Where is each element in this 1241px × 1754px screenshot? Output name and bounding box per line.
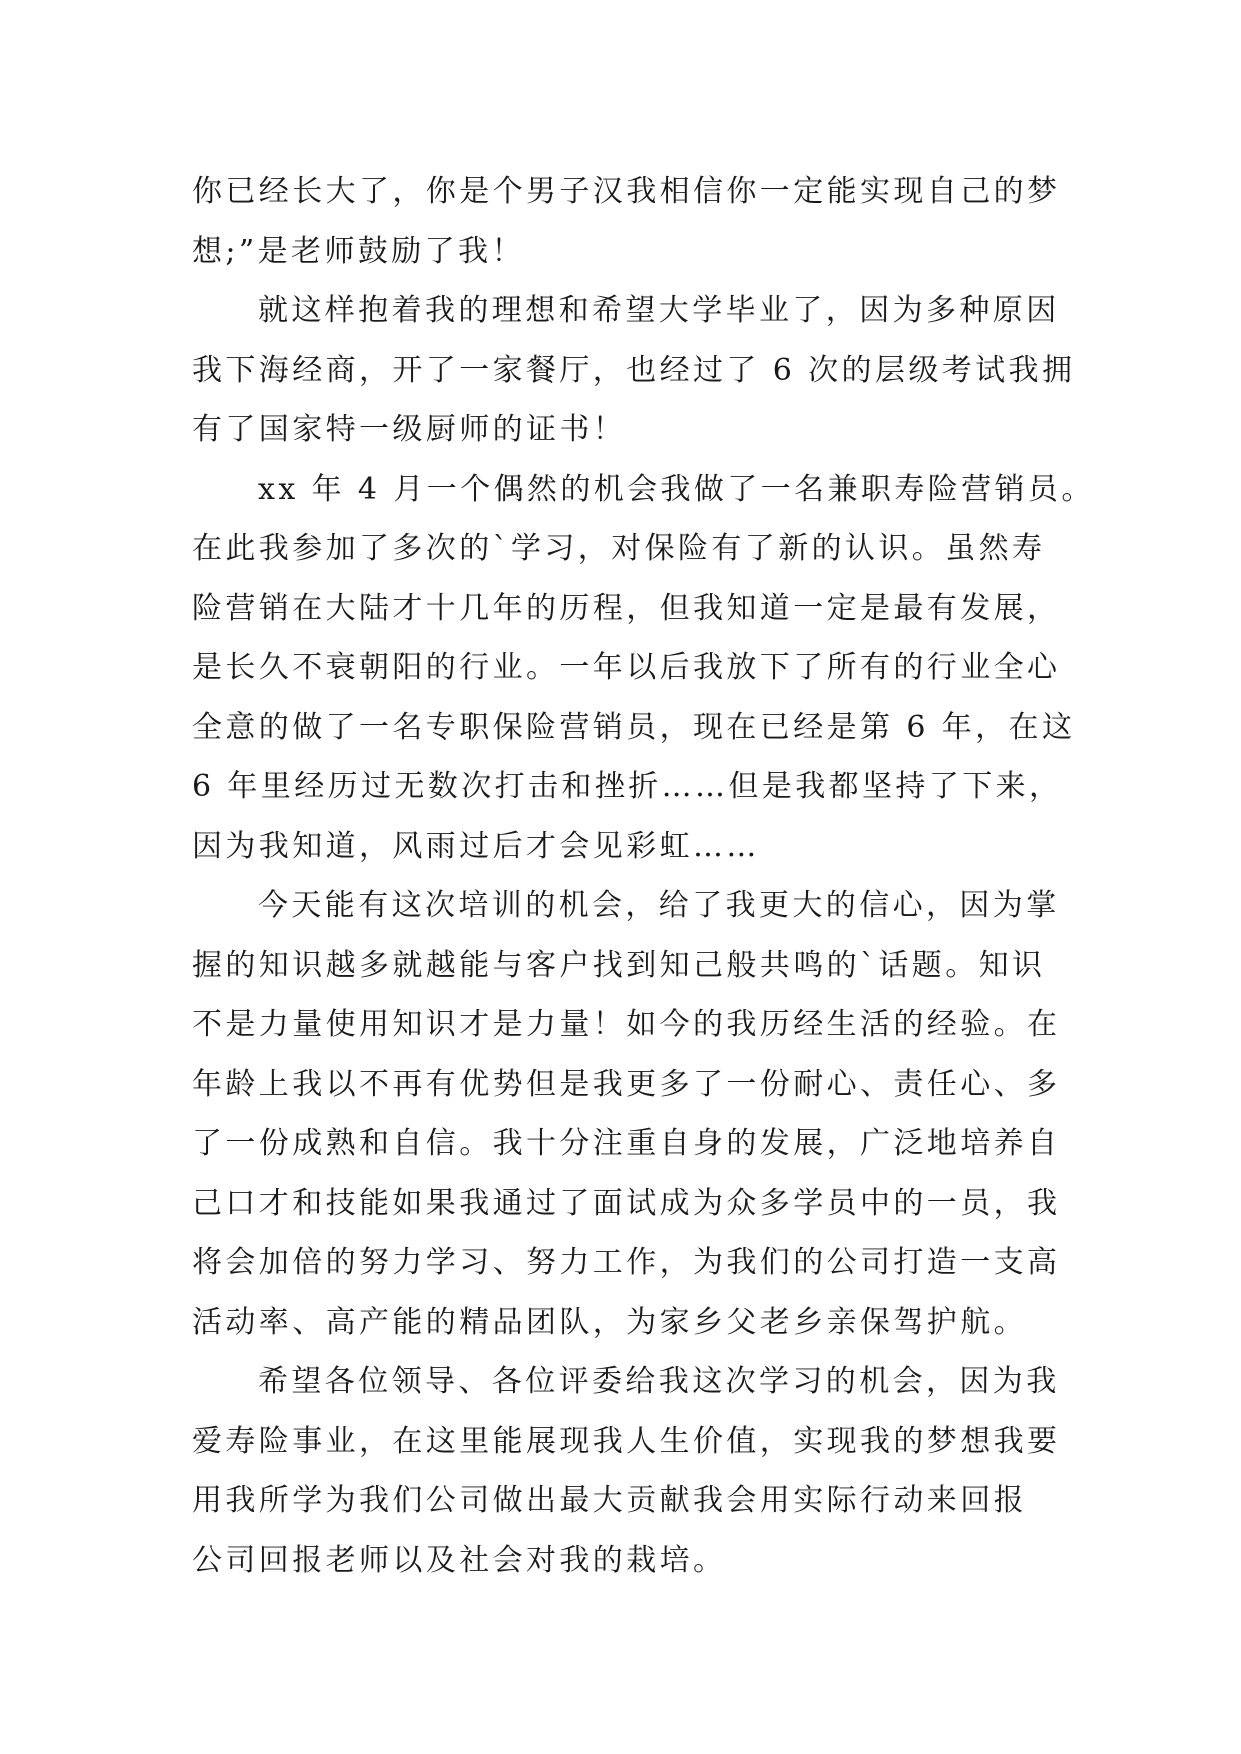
text-line: 我下海经商，开了一家餐厅，也经过了 6 次的层级考试我拥 (192, 352, 1076, 388)
text-line: 将会加倍的努力学习、努力工作，为我们的公司打造一支高 (192, 1245, 1061, 1280)
paragraph-4 (192, 876, 1072, 1352)
text-line: 在此我参加了多次的`学习，对保险有了新的认识。虽然寿 (192, 531, 1046, 566)
text-line: 6 年里经历过无数次打击和挫折……但是我都坚持了下来， (192, 769, 1063, 804)
text-line: 了一份成熟和自信。我十分注重自身的发展，广泛地培养自 (192, 1126, 1061, 1161)
text-line: 活动率、高产能的精品团队，为家乡父老乡亲保驾护航。 (192, 1304, 1027, 1340)
text-line: 爱寿险事业，在这里能展现我人生价值，实现我的梦想我要 (192, 1423, 1061, 1459)
paragraph-1 (192, 162, 1072, 281)
text-line: 今天能有这次培训的机会，给了我更大的信心，因为掌 (258, 888, 1060, 923)
paragraph-2 (192, 281, 1076, 460)
paragraph-3 (192, 460, 1095, 877)
text-line: 握的知识越多就越能与客户找到知己般共鸣的`话题。知识 (192, 947, 1046, 983)
text-line: 是长久不衰朝阳的行业。一年以后我放下了所有的行业全心 (192, 650, 1061, 685)
text-line: 用我所学为我们公司做出最大贡献我会用实际行动来回报 (192, 1483, 1027, 1518)
paragraph-5 (192, 1352, 1072, 1590)
text-line: 全意的做了一名专职保险营销员，现在已经是第 6 年，在这 (192, 709, 1076, 745)
text-line: 希望各位领导、各位评委给我这次学习的机会，因为我 (258, 1364, 1060, 1399)
document-body (192, 162, 1095, 1590)
text-line: 想;”是老师鼓励了我！ (192, 233, 525, 269)
text-line: 你已经长大了，你是个男子汉我相信你一定能实现自己的梦 (192, 174, 1061, 209)
text-line: xx 年 4 月一个偶然的机会我做了一名兼职寿险营销员。 (258, 471, 1095, 507)
text-line: 险营销在大陆才十几年的历程，但我知道一定是最有发展， (192, 590, 1061, 626)
text-line: 有了国家特一级厨师的证书！ (192, 412, 627, 447)
text-line: 年龄上我以不再有优势但是我更多了一份耐心、责任心、多 (192, 1066, 1061, 1102)
text-line: 己口才和技能如果我通过了面试成为众多学员中的一员，我 (192, 1185, 1061, 1221)
text-line: 不是力量使用知识才是力量！如今的我历经生活的经验。在 (192, 1007, 1061, 1042)
text-line: 公司回报老师以及社会对我的栽培。 (192, 1542, 727, 1578)
text-line: 就这样抱着我的理想和希望大学毕业了，因为多种原因 (258, 293, 1060, 328)
text-line: 因为我知道，风雨过后才会见彩虹…… (192, 828, 760, 864)
